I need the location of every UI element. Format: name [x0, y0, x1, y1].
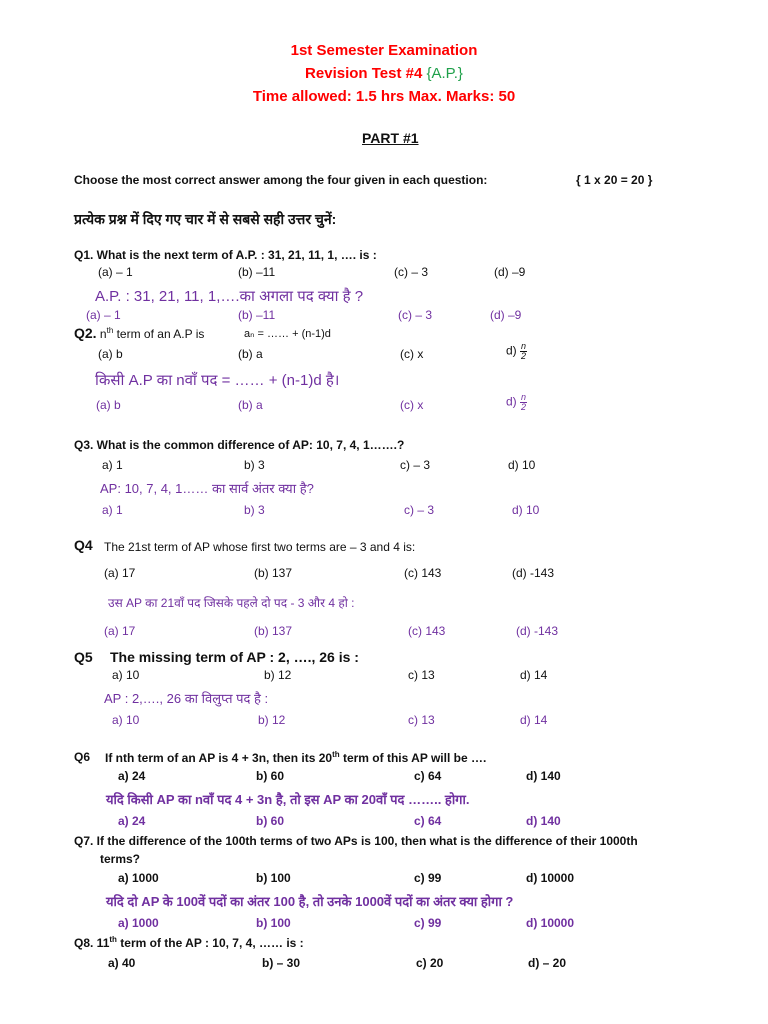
q3-option-a: a) 1 — [102, 458, 123, 472]
q4-label: Q4 — [74, 537, 93, 553]
q5-option-d: d) 14 — [520, 668, 548, 682]
q8-text-pre: Q8. 11 — [74, 936, 110, 950]
fraction-numerator: n — [521, 392, 527, 402]
q8-text-sup: th — [109, 935, 117, 944]
q8-option-b: b) – 30 — [262, 956, 301, 970]
q8-option-d: d) – 20 — [528, 956, 567, 970]
q6-option-b: b) 60 — [256, 769, 285, 783]
q2-hindi: किसी A.P का nवाँ पद = …… + (n-1)d है। — [95, 372, 340, 389]
q8-text-post: term of the AP : 10, 7, 4, …… is : — [116, 936, 304, 950]
q1-option-d: (d) –9 — [494, 265, 526, 279]
test-title-text: Revision Test #4 — [305, 65, 423, 82]
q5-hindi-option-b: b) 12 — [258, 713, 286, 727]
q6-hindi-option-d: d) 140 — [526, 814, 561, 828]
q6-text-sup: th — [332, 750, 340, 759]
q2-text — [74, 325, 204, 341]
q5-hindi-option-d: d) 14 — [520, 713, 548, 727]
q5-label: Q5 — [74, 649, 93, 665]
q7-option-b: b) 100 — [256, 871, 291, 885]
fraction-denominator: 2 — [521, 402, 527, 412]
q4-option-a: (a) 17 — [104, 566, 136, 580]
q2-option-c: (c) x — [400, 347, 424, 361]
q7-hindi-option-d: d) 10000 — [526, 916, 575, 930]
q4-option-b: (b) 137 — [254, 566, 293, 580]
part-title: PART #1 — [362, 130, 419, 146]
q3-hindi-option-d: d) 10 — [512, 503, 540, 517]
q4-option-d: (d) -143 — [512, 566, 555, 580]
q1-option-a: (a) – 1 — [98, 265, 133, 279]
q2-hindi-option-b: (b) a — [238, 398, 263, 412]
q6-hindi-option-c: c) 64 — [414, 814, 442, 828]
q2-text-sup: th — [106, 326, 114, 335]
q4-hindi: उस AP का 21वाँ पद जिसके पहले दो पद - 3 और 4 हो : — [108, 596, 355, 610]
q2-hindi-option-c: (c) x — [400, 398, 424, 412]
q7-option-a: a) 1000 — [118, 871, 159, 885]
fraction-denominator: 2 — [521, 351, 527, 361]
q2-option-d-fraction — [520, 342, 527, 361]
q3-hindi-option-c: c) – 3 — [404, 503, 435, 517]
q5-hindi-option-a: a) 10 — [112, 713, 140, 727]
q6-text — [105, 750, 486, 765]
q6-option-a: a) 24 — [118, 769, 146, 783]
q5-text: The missing term of AP : 2, …., 26 is : — [110, 649, 359, 665]
q3-option-d: d) 10 — [508, 458, 536, 472]
q1-hindi-option-c: (c) – 3 — [398, 308, 433, 322]
q4-hindi-option-a: (a) 17 — [104, 624, 136, 638]
q6-hindi: यदि किसी AP का nवाँ पद 4 + 3n है, तो इस AP का 20वाँ पद …….. होगा. — [106, 792, 470, 807]
q8-option-a: a) 40 — [108, 956, 136, 970]
q7-option-c: c) 99 — [414, 871, 442, 885]
q2-option-b: (b) a — [238, 347, 263, 361]
q6-option-c: c) 64 — [414, 769, 442, 783]
fraction-numerator: n — [521, 341, 527, 351]
q3-option-b: b) 3 — [244, 458, 265, 472]
q7-text-line2: terms? — [100, 852, 141, 866]
q6-hindi-option-b: b) 60 — [256, 814, 285, 828]
q2-label: Q2. — [74, 325, 97, 341]
q4-option-c: (c) 143 — [404, 566, 442, 580]
q2-hindi-option-d — [506, 393, 527, 412]
q2-option-d-label: d) — [506, 343, 517, 358]
q4-hindi-option-c: (c) 143 — [408, 624, 446, 638]
q7-hindi-option-c: c) 99 — [414, 916, 442, 930]
q1-option-b: (b) –11 — [238, 265, 276, 279]
q6-label: Q6 — [74, 750, 91, 764]
q5-option-a: a) 10 — [112, 668, 140, 682]
q1-hindi: A.P. : 31, 21, 11, 1,….का अगला पद क्या है ? — [95, 288, 364, 305]
q2-hindi-option-d-fraction — [520, 393, 527, 412]
q4-hindi-option-b: (b) 137 — [254, 624, 293, 638]
instruction-hindi: प्रत्येक प्रश्न में दिए गए चार में से सबसे सही उत्तर चुनें: — [74, 211, 337, 227]
test-title — [0, 65, 768, 82]
q6-text-pre: If nth term of an AP is 4 + 3n, then its 20 — [105, 751, 333, 765]
q3-text: Q3. What is the common difference of AP: 10, 7, 4, 1…….? — [74, 438, 405, 452]
q7-hindi-option-a: a) 1000 — [118, 916, 159, 930]
q5-option-b: b) 12 — [264, 668, 292, 682]
q2-formula: aₙ = …… + (n-1)d — [244, 328, 331, 340]
q5-option-c: c) 13 — [408, 668, 435, 682]
marks-scheme: { 1 x 20 = 20 } — [576, 173, 653, 187]
q2-option-d — [506, 342, 527, 361]
q1-text: Q1. What is the next term of A.P. : 31, 21, 11, 1, …. is : — [74, 248, 377, 262]
q3-hindi-option-b: b) 3 — [244, 503, 265, 517]
time-marks-line: Time allowed: 1.5 hrs Max. Marks: 50 — [252, 88, 516, 105]
q5-hindi-option-c: c) 13 — [408, 713, 435, 727]
q6-hindi-option-a: a) 24 — [118, 814, 146, 828]
q1-hindi-option-d: (d) –9 — [490, 308, 522, 322]
q5-hindi: AP : 2,…., 26 का विलुप्त पद है : — [104, 691, 269, 706]
q7-text-line1: Q7. If the difference of the 100th terms of two APs is 100, then what is the difference of their 1000th — [74, 834, 638, 848]
q2-text-post: term of an A.P is — [113, 327, 205, 341]
q3-hindi-option-a: a) 1 — [102, 503, 123, 517]
q7-option-d: d) 10000 — [526, 871, 575, 885]
q2-hindi-option-a: (a) b — [96, 398, 121, 412]
q1-option-c: (c) – 3 — [394, 265, 429, 279]
q7-hindi: यदि दो AP के 100वें पदों का अंतर 100 है, तो उनके 1000वें पदों का अंतर क्या होगा ? — [106, 894, 514, 909]
q2-text-pre: n — [96, 327, 107, 341]
q1-hindi-option-b: (b) –11 — [238, 308, 276, 322]
instruction-english: Choose the most correct answer among the four given in each question: — [74, 173, 488, 187]
test-topic: {A.P.} — [426, 65, 463, 82]
q7-hindi-option-b: b) 100 — [256, 916, 291, 930]
q3-option-c: c) – 3 — [400, 458, 431, 472]
q8-text — [74, 935, 304, 950]
q4-text: The 21st term of AP whose first two terms are – 3 and 4 is: — [104, 540, 416, 554]
q2-option-a: (a) b — [98, 347, 123, 361]
exam-title: 1st Semester Examination — [290, 42, 478, 59]
q8-option-c: c) 20 — [416, 956, 444, 970]
q2-hindi-option-d-label: d) — [506, 394, 517, 409]
q6-text-post: term of this AP will be …. — [339, 751, 487, 765]
q6-option-d: d) 140 — [526, 769, 561, 783]
q3-hindi: AP: 10, 7, 4, 1…… का सार्व अंतर क्या है? — [100, 481, 314, 496]
q1-hindi-option-a: (a) – 1 — [86, 308, 121, 322]
q4-hindi-option-d: (d) -143 — [516, 624, 559, 638]
